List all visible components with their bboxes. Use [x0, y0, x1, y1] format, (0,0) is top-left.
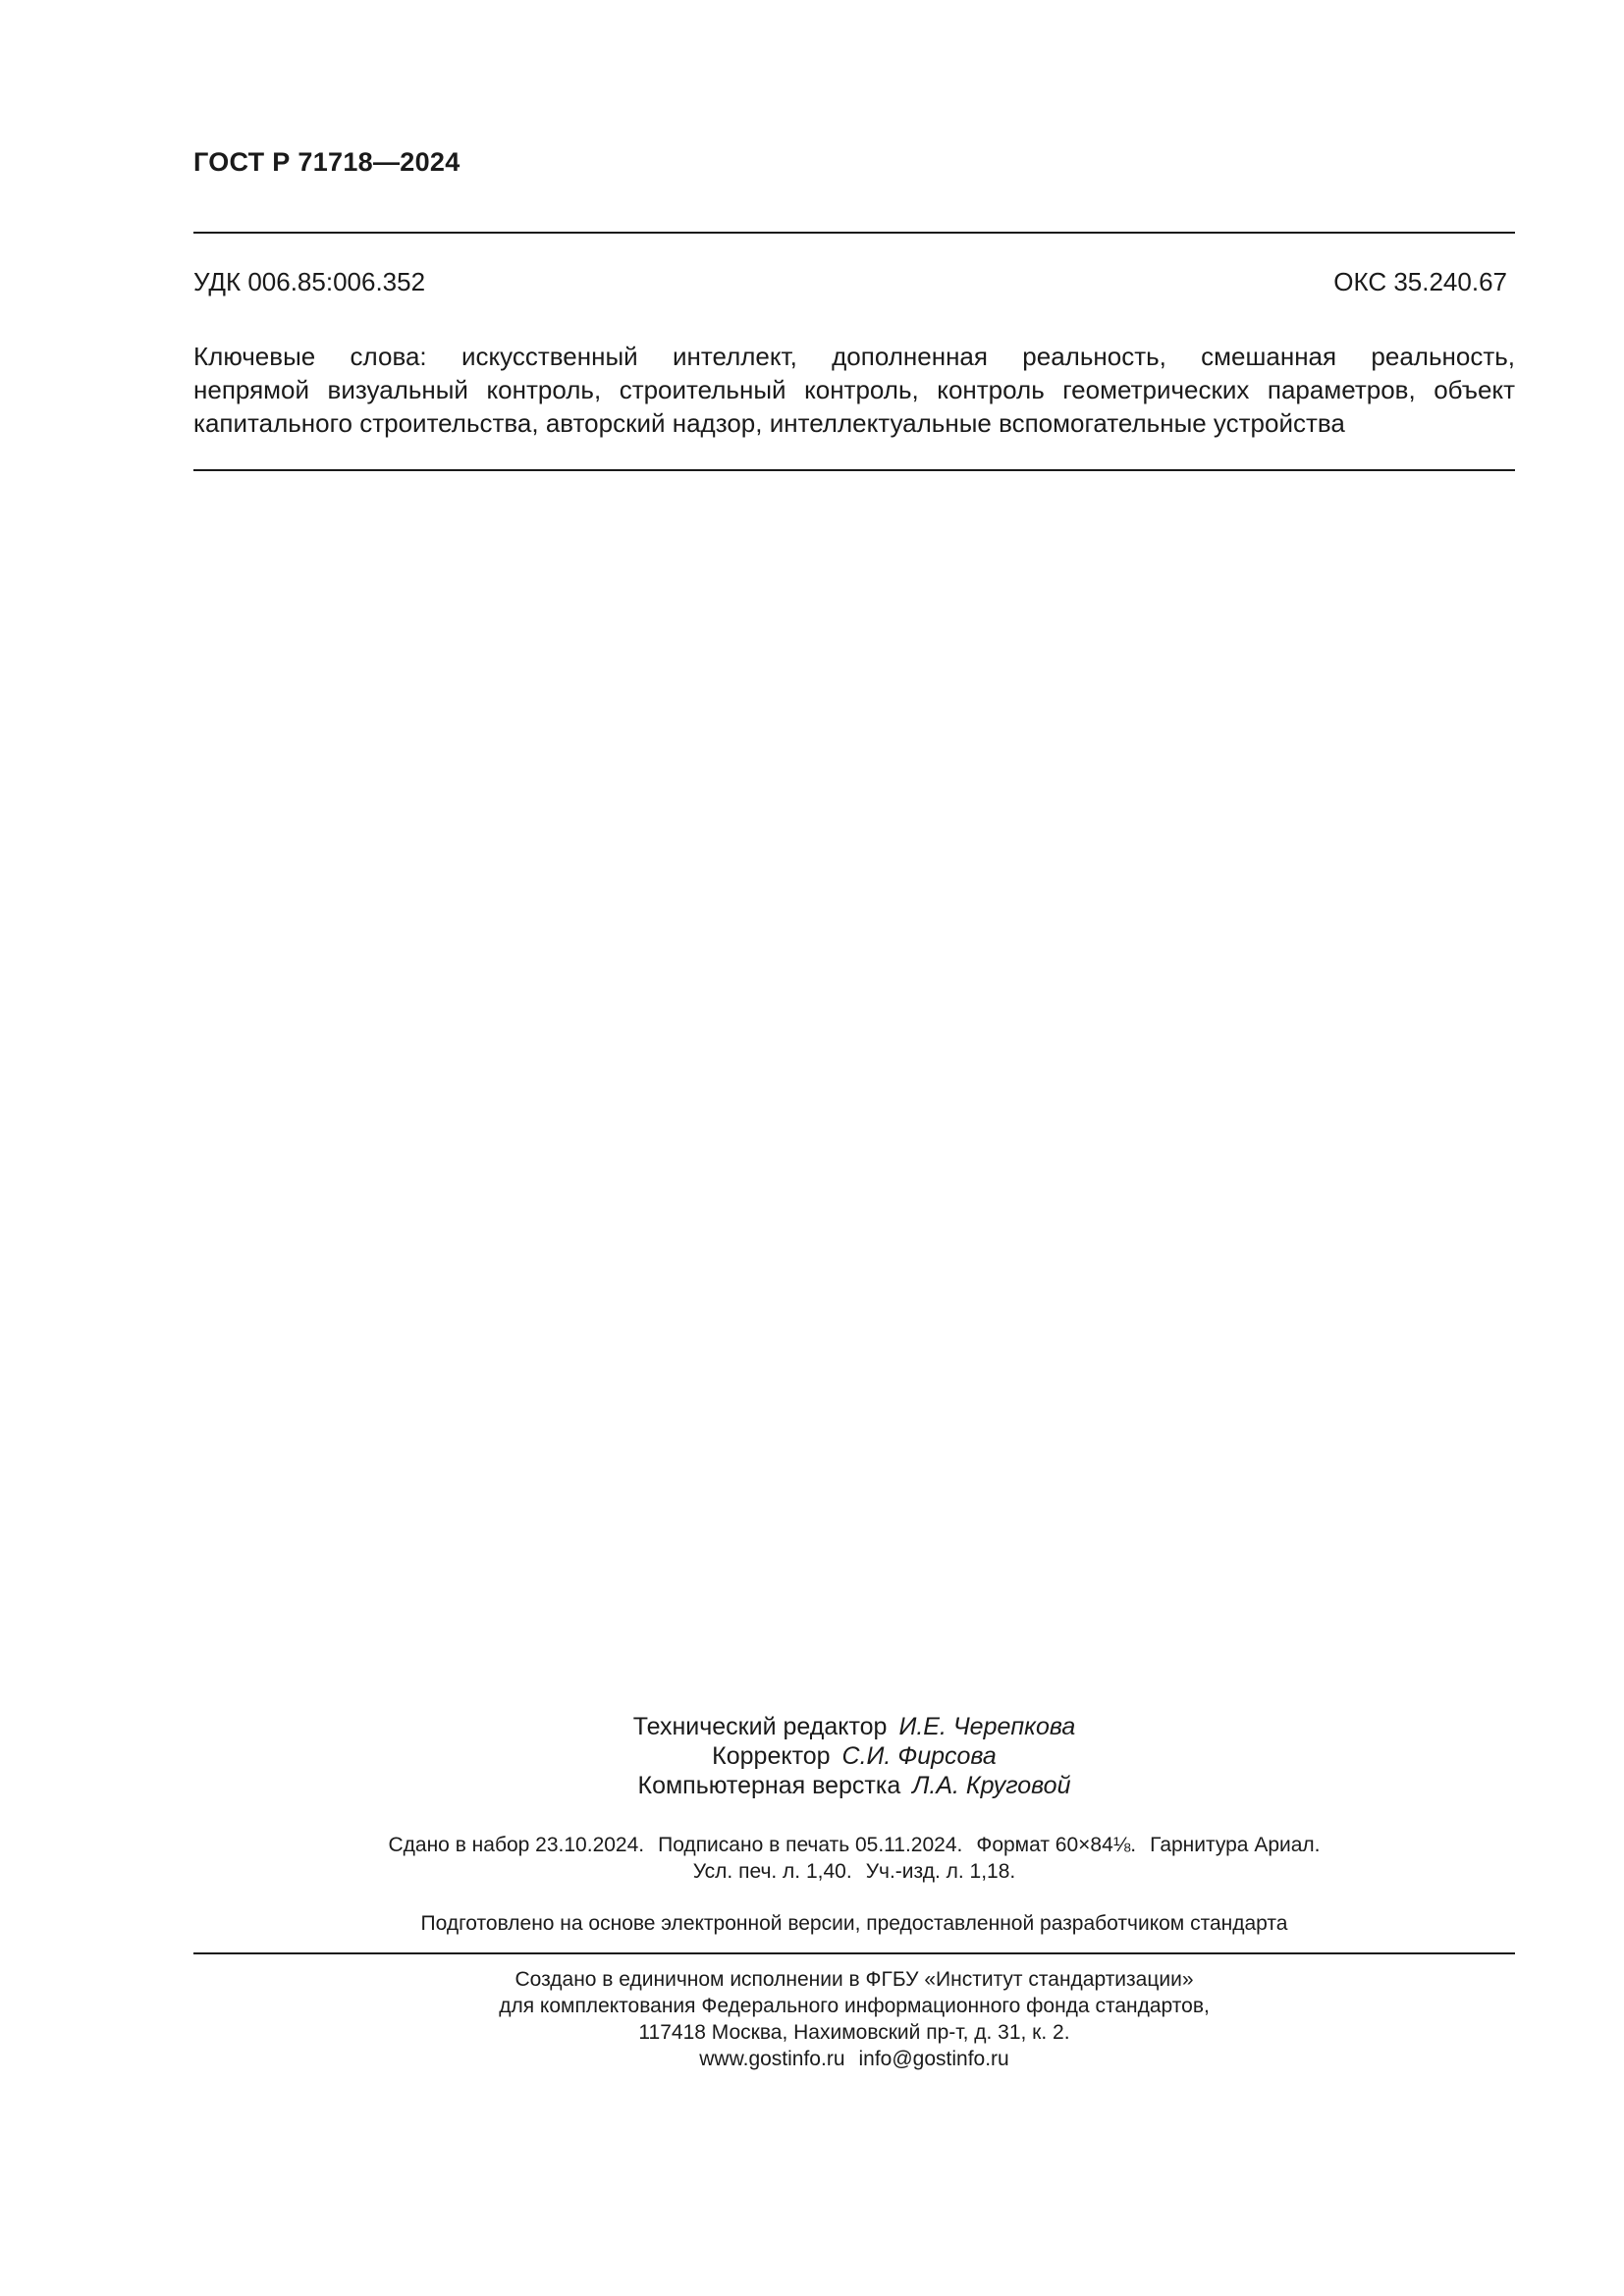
- credit-proofreader: [193, 1741, 1515, 1771]
- print-sheets: Усл. печ. л. 1,40.: [692, 1860, 852, 1883]
- publication-line-2: [193, 1858, 1515, 1885]
- credits-block: [193, 1712, 1515, 1800]
- website-link[interactable]: www.gostinfo.ru: [699, 2048, 845, 2070]
- footer-block: [193, 1966, 1515, 2072]
- edition-sheets: Уч.-изд. л. 1,18.: [865, 1860, 1016, 1883]
- prepared-note: Подготовлено на основе электронной версии, предоставленной разработчиком стандарта: [420, 1912, 1288, 1935]
- typeface: Гарнитура Ариал.: [1150, 1834, 1321, 1856]
- footer-line: для комплектования Федерального информационного фонда стандартов,: [499, 1995, 1210, 2017]
- email-link[interactable]: info@gostinfo.ru: [858, 2048, 1009, 2070]
- paper-format: Формат 60×84⅛.: [976, 1834, 1137, 1856]
- credit-name: Л.А. Круговой: [912, 1772, 1071, 1799]
- credit-role: Технический редактор: [632, 1713, 888, 1740]
- footer-line: 117418 Москва, Нахимовский пр-т, д. 31, к. 2.: [638, 2021, 1070, 2044]
- keywords-line: Ключевые слова: искусственный интеллект, дополненная реальность, смешанная реальность,: [193, 342, 1515, 371]
- keywords-paragraph: [193, 340, 1515, 440]
- signed-date: Подписано в печать 05.11.2024.: [658, 1834, 963, 1856]
- footer-contacts: [193, 2046, 1515, 2072]
- document-code: ГОСТ Р 71718—2024: [193, 147, 460, 177]
- keywords-line: непрямой визуальный контроль, строительный контроль, контроль геометрических параметров, объект: [193, 375, 1515, 404]
- oks-code: ОКС 35.240.67: [1333, 267, 1507, 296]
- keywords-line: капитального строительства, авторский надзор, интеллектуальные вспомогательные устройства: [193, 408, 1345, 438]
- credit-role: Корректор: [712, 1742, 831, 1770]
- credit-name: И.Е. Черепкова: [898, 1713, 1076, 1740]
- top-divider: [193, 232, 1515, 234]
- credit-layout: [193, 1771, 1515, 1800]
- publication-info: [193, 1832, 1515, 1885]
- credit-name: С.И. Фирсова: [841, 1742, 997, 1770]
- udk-code: УДК 006.85:006.352: [193, 267, 426, 296]
- publication-line-1: [193, 1832, 1515, 1858]
- credit-role: Компьютерная верстка: [637, 1772, 901, 1799]
- typeset-date: Сдано в набор 23.10.2024.: [388, 1834, 645, 1856]
- keywords-divider: [193, 469, 1515, 471]
- footer-line: Создано в единичном исполнении в ФГБУ «Институт стандартизации»: [514, 1968, 1194, 1991]
- footer-divider: [193, 1952, 1515, 1954]
- credit-technical-editor: [193, 1712, 1515, 1741]
